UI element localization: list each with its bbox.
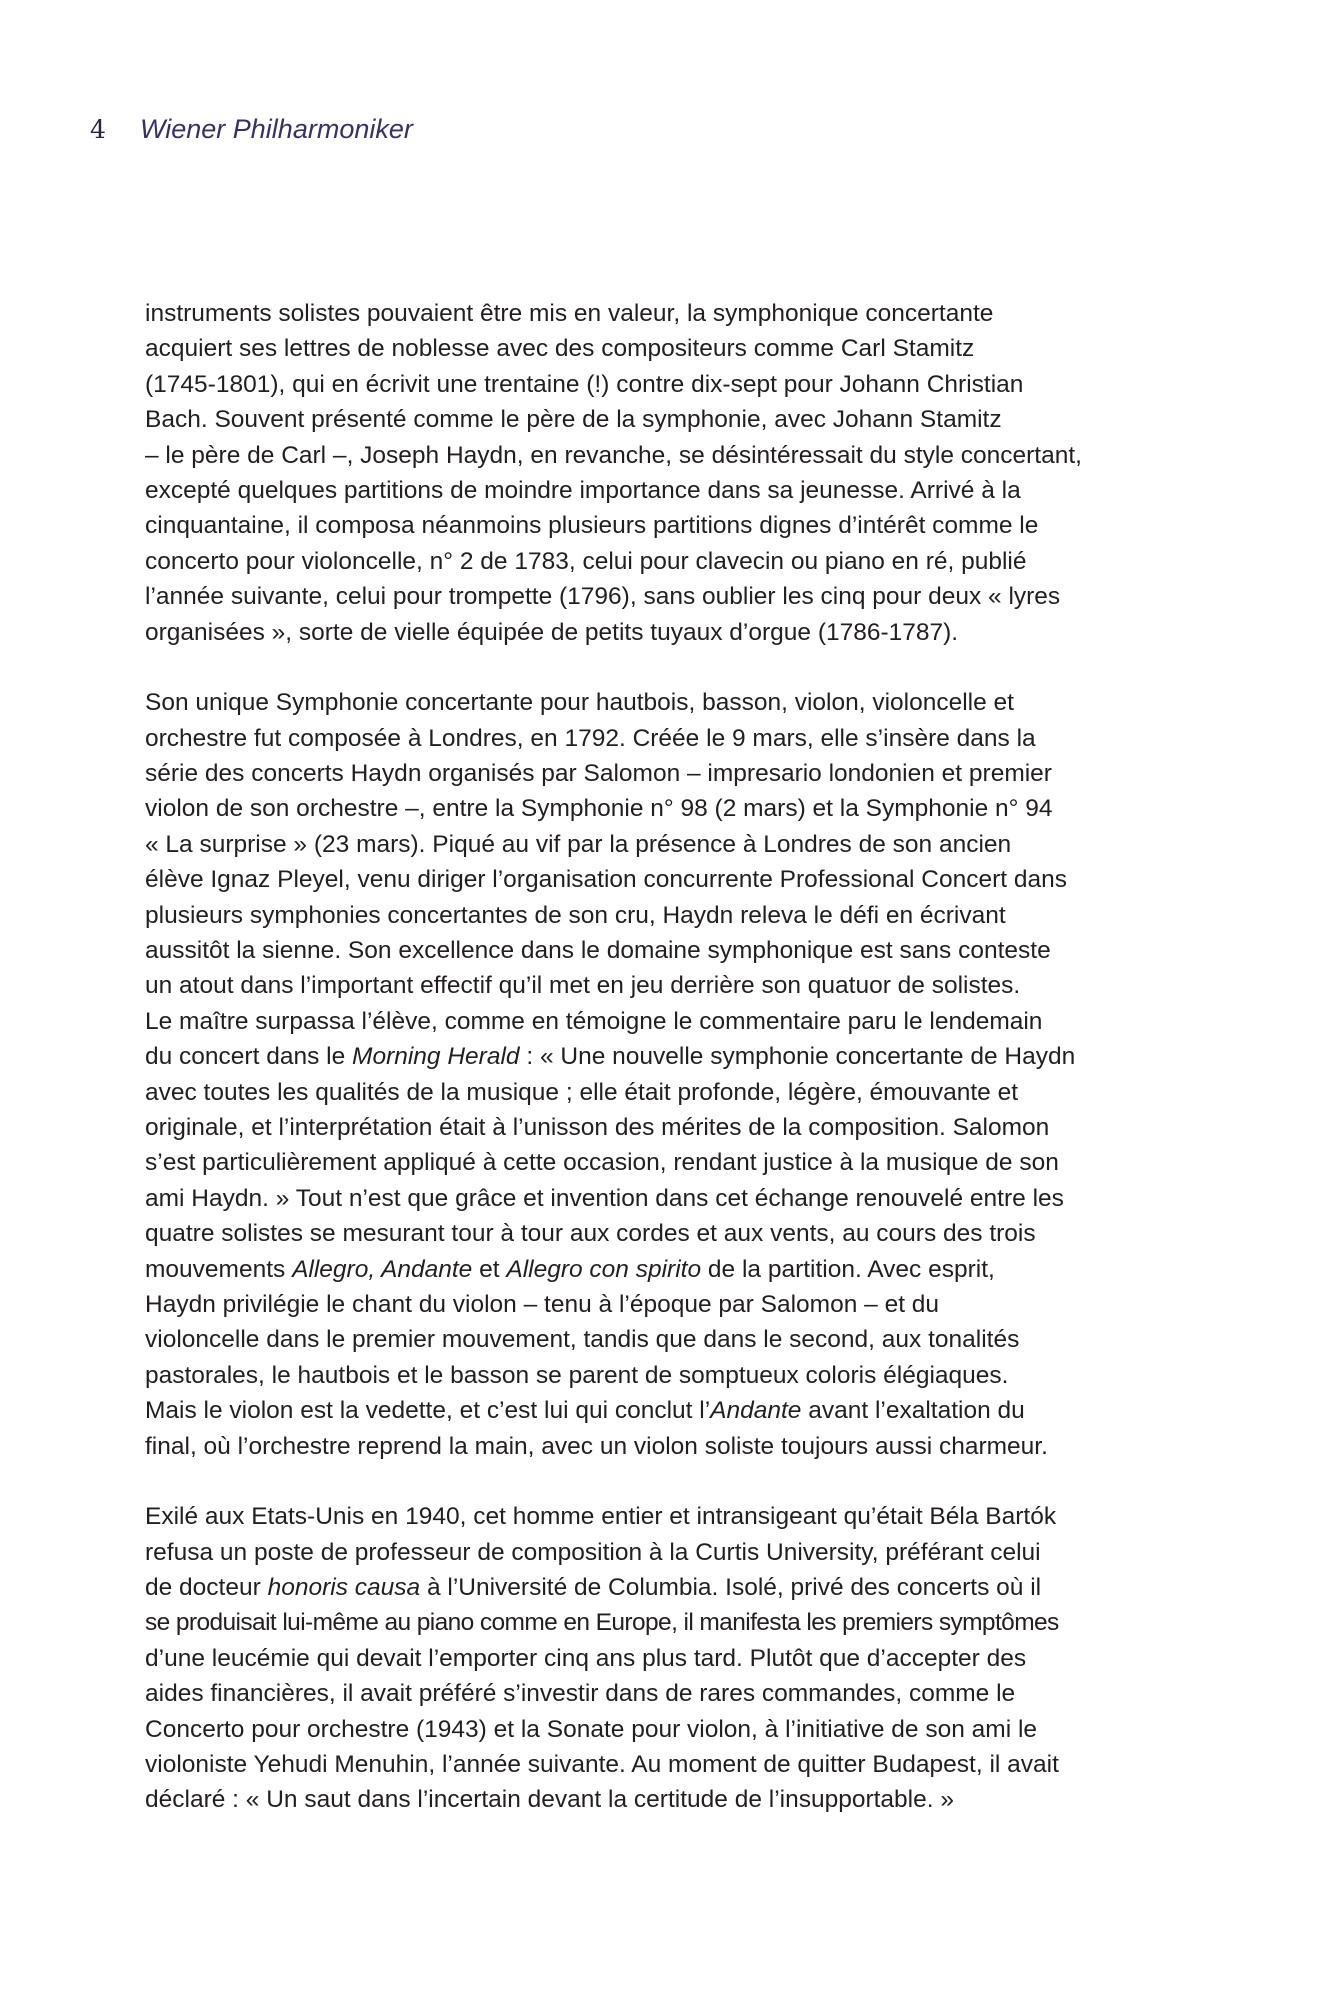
text-run: déclaré : « Un saut dans l’incertain devant la certitude de l’insupportable. »: [145, 1786, 954, 1814]
text-run: Concerto pour orchestre (1943) et la Sonate pour violon, à l’initiative de son ami le: [145, 1715, 1038, 1743]
text-run: Son unique Symphonie concertante pour hautbois, basson, violon, violoncelle et: [145, 689, 1014, 717]
text-run: Le maître surpassa l’élève, comme en témoigne le commentaire paru le lendemain: [145, 1007, 1043, 1035]
text-run: pastorales, le hautbois et le basson se parent de somptueux coloris élégiaques.: [145, 1361, 1009, 1389]
text-run: « La surprise » (23 mars). Piqué au vif par la présence à Londres de son ancien: [145, 830, 1012, 858]
italic-text: honoris causa: [267, 1574, 421, 1602]
running-title: Wiener Philharmoniker: [140, 114, 413, 144]
italic-text: Allegro, Andante: [292, 1255, 473, 1283]
text-line: [145, 1252, 1205, 1287]
text-run: l’année suivante, celui pour trompette (1796), sans oublier les cinq pour deux « lyres: [145, 583, 1061, 611]
text-run: quatre solistes se mesurant tour à tour aux cordes et aux vents, au cours des trois: [145, 1220, 1036, 1248]
text-line: [145, 756, 1205, 791]
text-run: avec toutes les qualités de la musique ; elle était profonde, légère, émouvante et: [145, 1078, 1019, 1106]
text-run: (1745-1801), qui en écrivit une trentaine (!) contre dix-sept pour Johann Christian: [145, 370, 1024, 398]
text-line: [145, 296, 1205, 331]
text-line: [145, 968, 1205, 1003]
text-run: à l’Université de Columbia. Isolé, privé des concerts où il: [420, 1574, 1042, 1602]
text-run: Mais le violon est la vedette, et c’est lui qui conclut l’: [145, 1397, 711, 1425]
text-line: [145, 721, 1205, 756]
text-run: aussitôt la sienne. Son excellence dans le domaine symphonique est sans conteste: [145, 937, 1051, 965]
text-line: [145, 402, 1205, 437]
text-line: [145, 1358, 1205, 1393]
text-line: [145, 933, 1205, 968]
text-line: [145, 1641, 1205, 1676]
text-run: avant l’exaltation du: [801, 1397, 1025, 1425]
text-run: violon de son orchestre –, entre la Symphonie n° 98 (2 mars) et la Symphonie n° 94: [145, 795, 1053, 823]
text-line: [145, 508, 1205, 543]
text-line: [145, 791, 1205, 826]
body-text: [145, 296, 1205, 1818]
page-number: 4: [90, 115, 106, 144]
text-line: [145, 579, 1205, 614]
text-line: [145, 1782, 1205, 1817]
text-line: [145, 367, 1205, 402]
text-run: instruments solistes pouvaient être mis en valeur, la symphonique concertante: [145, 300, 994, 327]
italic-text: Andante: [710, 1397, 802, 1425]
text-run: cinquantaine, il composa néanmoins plusieurs partitions dignes d’intérêt comme le: [145, 512, 1039, 540]
text-line: [145, 1039, 1205, 1074]
text-run: ami Haydn. » Tout n’est que grâce et invention dans cet échange renouvelé entre les: [145, 1184, 1064, 1212]
text-run: Exilé aux Etats-Unis en 1940, cet homme entier et intransigeant qu’était Béla Bartók: [145, 1503, 1057, 1531]
paragraph: [145, 1499, 1205, 1818]
text-line: [145, 1570, 1205, 1605]
text-run: originale, et l’interprétation était à l’unisson des mérites de la composition. Salomon: [145, 1113, 1050, 1141]
text-run: et: [472, 1255, 507, 1283]
text-run: concerto pour violoncelle, n° 2 de 1783, celui pour clavecin ou piano en ré, publié: [145, 547, 1027, 575]
text-run: violoniste Yehudi Menuhin, l’année suivante. Au moment de quitter Budapest, il avait: [145, 1751, 1059, 1779]
paragraph-gap: [145, 650, 1205, 685]
text-run: violoncelle dans le premier mouvement, tandis que dans le second, aux tonalités: [145, 1326, 1020, 1354]
text-line: [145, 898, 1205, 933]
text-run: acquiert ses lettres de noblesse avec des compositeurs comme Carl Stamitz: [145, 335, 975, 363]
text-line: [145, 1075, 1205, 1110]
text-line: [145, 473, 1205, 508]
text-run: série des concerts Haydn organisés par Salomon – impresario londonien et premier: [145, 760, 1052, 788]
text-line: [145, 1181, 1205, 1216]
text-line: [145, 438, 1205, 473]
italic-text: Morning Herald: [352, 1043, 520, 1071]
text-run: excepté quelques partitions de moindre importance dans sa jeunesse. Arrivé à la: [145, 476, 1021, 504]
text-line: [145, 544, 1205, 579]
text-run: final, où l’orchestre reprend la main, avec un violon soliste toujours aussi charmeur.: [145, 1432, 1048, 1460]
text-line: [145, 1287, 1205, 1322]
text-run: Haydn privilégie le chant du violon – tenu à l’époque par Salomon – et du: [145, 1290, 940, 1318]
italic-text: Allegro con spirito: [506, 1255, 702, 1283]
text-line: [145, 1676, 1205, 1711]
paragraph: [145, 296, 1205, 650]
text-run: : « Une nouvelle symphonie concertante de Haydn: [519, 1043, 1076, 1071]
text-run: de la partition. Avec esprit,: [701, 1255, 995, 1283]
text-line: [145, 1605, 1205, 1640]
text-line: [145, 1747, 1205, 1782]
running-header: [90, 114, 413, 154]
text-line: [145, 1110, 1205, 1145]
text-line: [145, 862, 1205, 897]
text-run: se produisait lui-même au piano comme en Europe, il manifesta les premiers symptômes: [145, 1609, 1059, 1637]
text-line: [145, 331, 1205, 366]
text-line: [145, 685, 1205, 720]
text-run: s’est particulièrement appliqué à cette occasion, rendant justice à la musique de son: [145, 1149, 1059, 1177]
text-run: refusa un poste de professeur de composition à la Curtis University, préférant celui: [145, 1538, 1041, 1566]
text-run: organisées », sorte de vielle équipée de petits tuyaux d’orgue (1786-1787).: [145, 618, 959, 646]
text-line: [145, 615, 1205, 650]
text-run: d’une leucémie qui devait l’emporter cinq ans plus tard. Plutôt que d’accepter des: [145, 1644, 1027, 1672]
text-line: [145, 1499, 1205, 1534]
text-run: élève Ignaz Pleyel, venu diriger l’organisation concurrente Professional Concert dans: [145, 866, 1067, 894]
text-run: de docteur: [145, 1574, 268, 1602]
paragraph-gap: [145, 1464, 1205, 1499]
text-line: [145, 1004, 1205, 1039]
text-line: [145, 1429, 1205, 1464]
text-line: [145, 1712, 1205, 1747]
text-run: un atout dans l’important effectif qu’il met en jeu derrière son quatuor de solistes.: [145, 972, 1021, 1000]
text-run: mouvements: [145, 1255, 293, 1283]
text-run: orchestre fut composée à Londres, en 1792. Créée le 9 mars, elle s’insère dans la: [145, 724, 1036, 752]
text-run: Bach. Souvent présenté comme le père de la symphonie, avec Johann Stamitz: [145, 406, 1002, 434]
text-line: [145, 827, 1205, 862]
text-line: [145, 1216, 1205, 1251]
text-run: du concert dans le: [145, 1043, 353, 1071]
text-run: aides financières, il avait préféré s’investir dans de rares commandes, comme le: [145, 1680, 1016, 1708]
text-run: – le père de Carl –, Joseph Haydn, en revanche, se désintéressait du style concertant,: [145, 441, 1082, 469]
text-line: [145, 1322, 1205, 1357]
text-line: [145, 1535, 1205, 1570]
text-line: [145, 1393, 1205, 1428]
text-run: plusieurs symphonies concertantes de son cru, Haydn releva le défi en écrivant: [145, 901, 1006, 929]
text-line: [145, 1145, 1205, 1180]
paragraph: [145, 685, 1205, 1464]
